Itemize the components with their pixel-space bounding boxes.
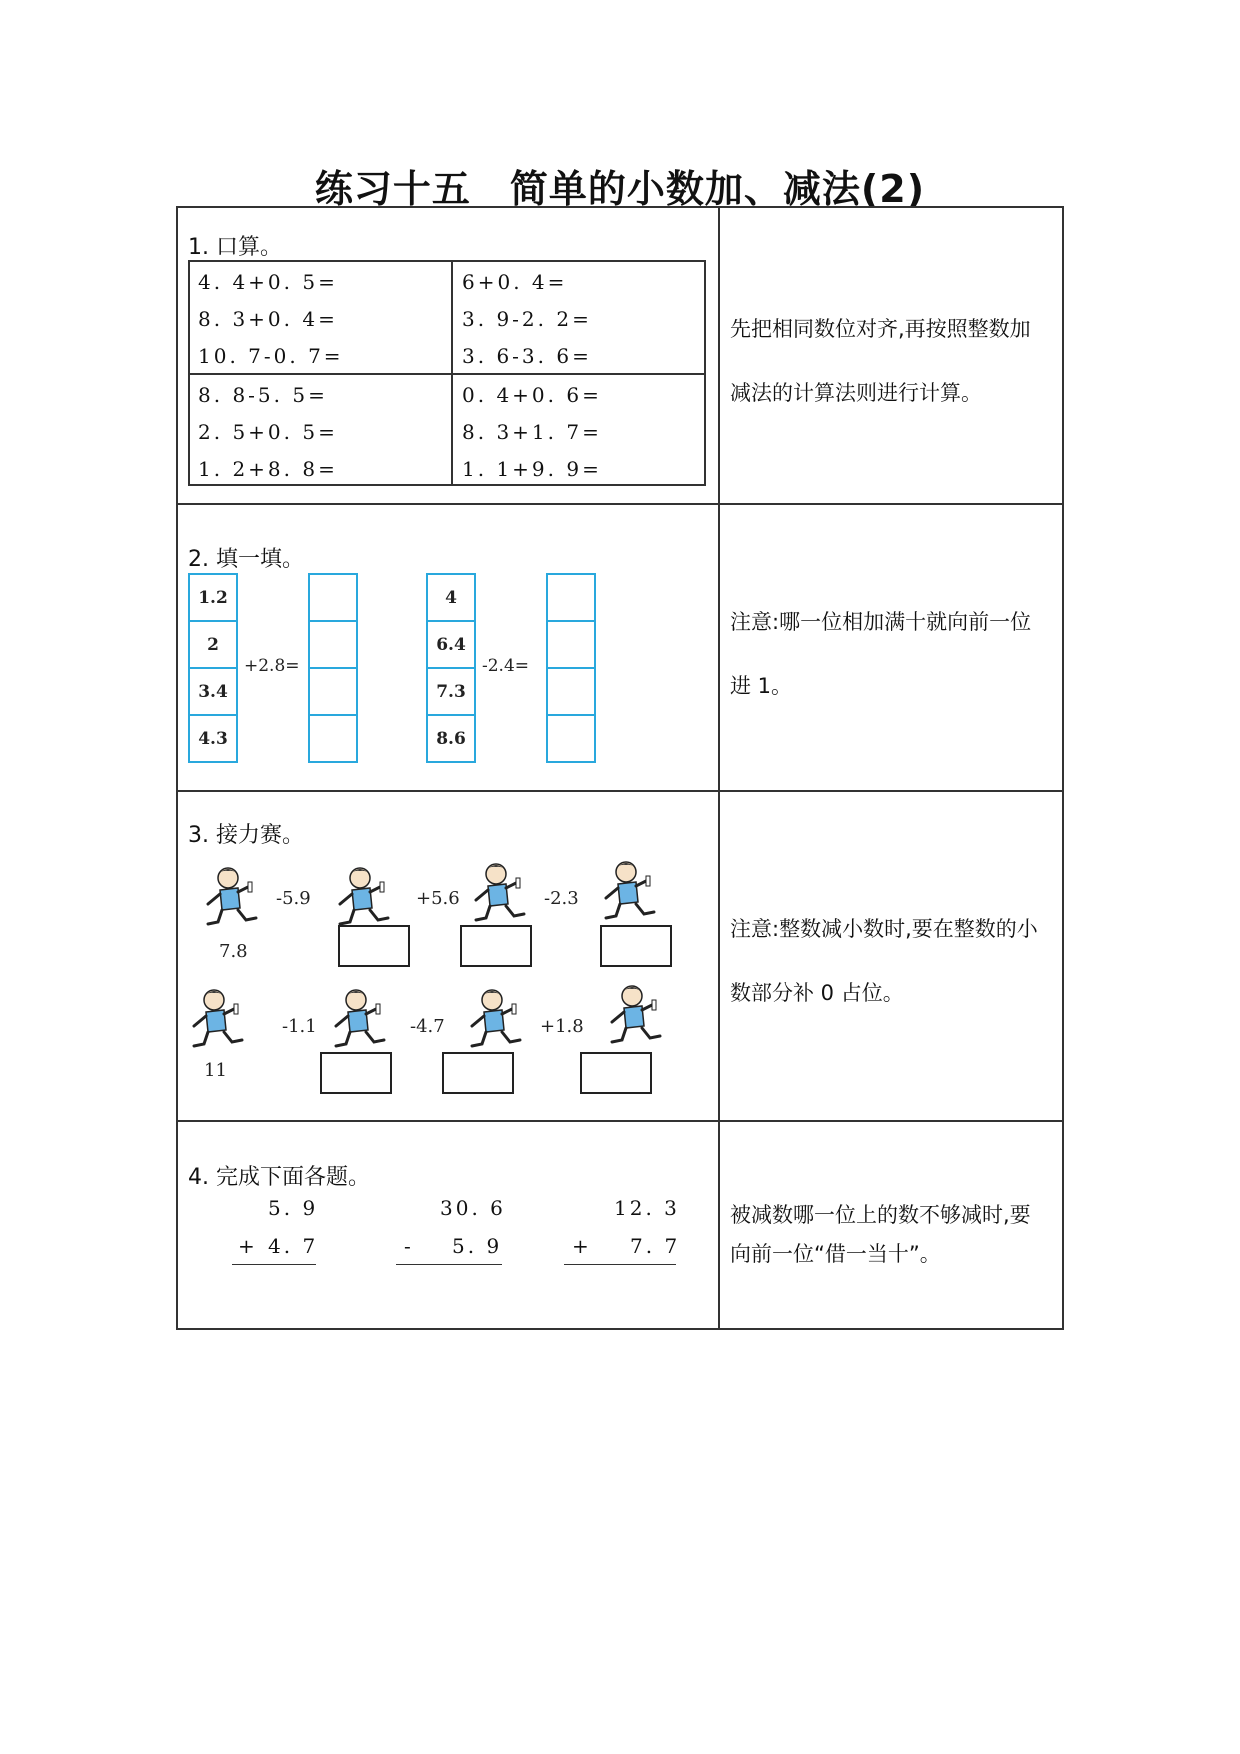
- q2-right-operator: -2.4=: [482, 656, 530, 676]
- q4-problem-bottom: 5. 9: [452, 1234, 503, 1258]
- q4-problem-bottom: 4. 7: [268, 1234, 319, 1258]
- row-divider-3: [176, 1120, 1064, 1122]
- q2-answer-cell[interactable]: [546, 573, 596, 622]
- row-divider-1: [176, 503, 1064, 505]
- q1-expr: 3. 6-3. 6=: [462, 344, 592, 368]
- q3-row2-start: 11: [204, 1060, 227, 1081]
- q4-problem-top: 12. 3: [614, 1196, 680, 1220]
- q2-left-cell: 3.4: [188, 667, 238, 716]
- q3-answer-box[interactable]: [338, 925, 410, 967]
- q1-expr: 8. 3+0. 4=: [198, 307, 338, 331]
- q2-note-line1: 注意:哪一位相加满十就向前一位: [730, 610, 1032, 634]
- q2-answer-cell[interactable]: [308, 620, 358, 669]
- q1-expr: 3. 9-2. 2=: [462, 307, 592, 331]
- runner-icon: [468, 988, 528, 1052]
- q1-title: 1. 口算。: [188, 235, 282, 260]
- q4-problem-bottom: 7. 7: [630, 1234, 681, 1258]
- q3-row2-op: -1.1: [282, 1016, 317, 1037]
- q2-answer-cell[interactable]: [308, 714, 358, 763]
- q3-answer-box[interactable]: [600, 925, 672, 967]
- q1-expr: 0. 4+0. 6=: [462, 383, 602, 407]
- q2-title: 2. 填一填。: [188, 547, 304, 572]
- q2-answer-cell[interactable]: [546, 667, 596, 716]
- q2-left-cell: 4.3: [188, 714, 238, 763]
- q2-answer-cell[interactable]: [308, 573, 358, 622]
- q1-grid-hdivider: [188, 373, 706, 375]
- q4-problem-underline: [232, 1264, 316, 1265]
- runner-icon: [336, 866, 396, 930]
- q4-note-line1: 被减数哪一位上的数不够减时,要: [730, 1203, 1031, 1227]
- q3-row1-op: -2.3: [544, 888, 579, 909]
- runner-icon: [190, 988, 250, 1052]
- q2-right-cell: 4: [426, 573, 476, 622]
- runner-icon: [608, 984, 668, 1048]
- q1-expr: 6+0. 4=: [462, 270, 568, 294]
- q3-answer-box[interactable]: [442, 1052, 514, 1094]
- runner-icon: [472, 862, 532, 926]
- q1-note-line1: 先把相同数位对齐,再按照整数加: [730, 317, 1031, 341]
- q1-expr: 1. 2+8. 8=: [198, 457, 338, 481]
- q4-problem-top: 5. 9: [268, 1196, 319, 1220]
- q2-answer-cell[interactable]: [546, 620, 596, 669]
- q2-answer-cell[interactable]: [308, 667, 358, 716]
- q1-expr: 8. 8-5. 5=: [198, 383, 328, 407]
- runner-icon: [602, 860, 662, 924]
- q4-note-line2: 向前一位“借一当十”。: [730, 1242, 941, 1266]
- q3-answer-box[interactable]: [460, 925, 532, 967]
- q2-left-operator: +2.8=: [244, 656, 300, 676]
- q1-note-line2: 减法的计算法则进行计算。: [730, 381, 982, 405]
- q3-title: 3. 接力赛。: [188, 823, 304, 848]
- page-title: 练习十五 简单的小数加、减法(2): [314, 167, 926, 211]
- q4-problem-op: +: [238, 1234, 258, 1258]
- q4-problem-op: +: [572, 1234, 592, 1258]
- runner-icon: [332, 988, 392, 1052]
- q2-right-cell: 7.3: [426, 667, 476, 716]
- q3-answer-box[interactable]: [580, 1052, 652, 1094]
- q3-note-line1: 注意:整数减小数时,要在整数的小: [730, 917, 1038, 941]
- q3-row2-op: +1.8: [540, 1016, 584, 1037]
- q3-row1-op: -5.9: [276, 888, 311, 909]
- q2-note-line2: 进 1。: [730, 674, 793, 698]
- q4-title: 4. 完成下面各题。: [188, 1165, 370, 1190]
- q1-expr: 4. 4+0. 5=: [198, 270, 338, 294]
- q2-left-cell: 1.2: [188, 573, 238, 622]
- q2-left-cell: 2: [188, 620, 238, 669]
- q4-problem-top: 30. 6: [440, 1196, 506, 1220]
- q2-right-cell: 6.4: [426, 620, 476, 669]
- q4-problem-underline: [396, 1264, 502, 1265]
- q3-answer-box[interactable]: [320, 1052, 392, 1094]
- q1-expr: 1. 1+9. 9=: [462, 457, 602, 481]
- q1-expr: 10. 7-0. 7=: [198, 344, 344, 368]
- row-divider-2: [176, 790, 1064, 792]
- q3-row2-op: -4.7: [410, 1016, 445, 1037]
- q2-right-cell: 8.6: [426, 714, 476, 763]
- q2-answer-cell[interactable]: [546, 714, 596, 763]
- q1-expr: 8. 3+1. 7=: [462, 420, 602, 444]
- q3-row1-start: 7.8: [219, 941, 248, 962]
- q1-expr: 2. 5+0. 5=: [198, 420, 338, 444]
- q4-problem-underline: [564, 1264, 676, 1265]
- q3-note-line2: 数部分补 0 占位。: [730, 981, 904, 1005]
- q4-problem-op: -: [404, 1234, 414, 1258]
- column-divider: [718, 206, 720, 1330]
- runner-icon: [204, 866, 264, 930]
- q3-row1-op: +5.6: [416, 888, 460, 909]
